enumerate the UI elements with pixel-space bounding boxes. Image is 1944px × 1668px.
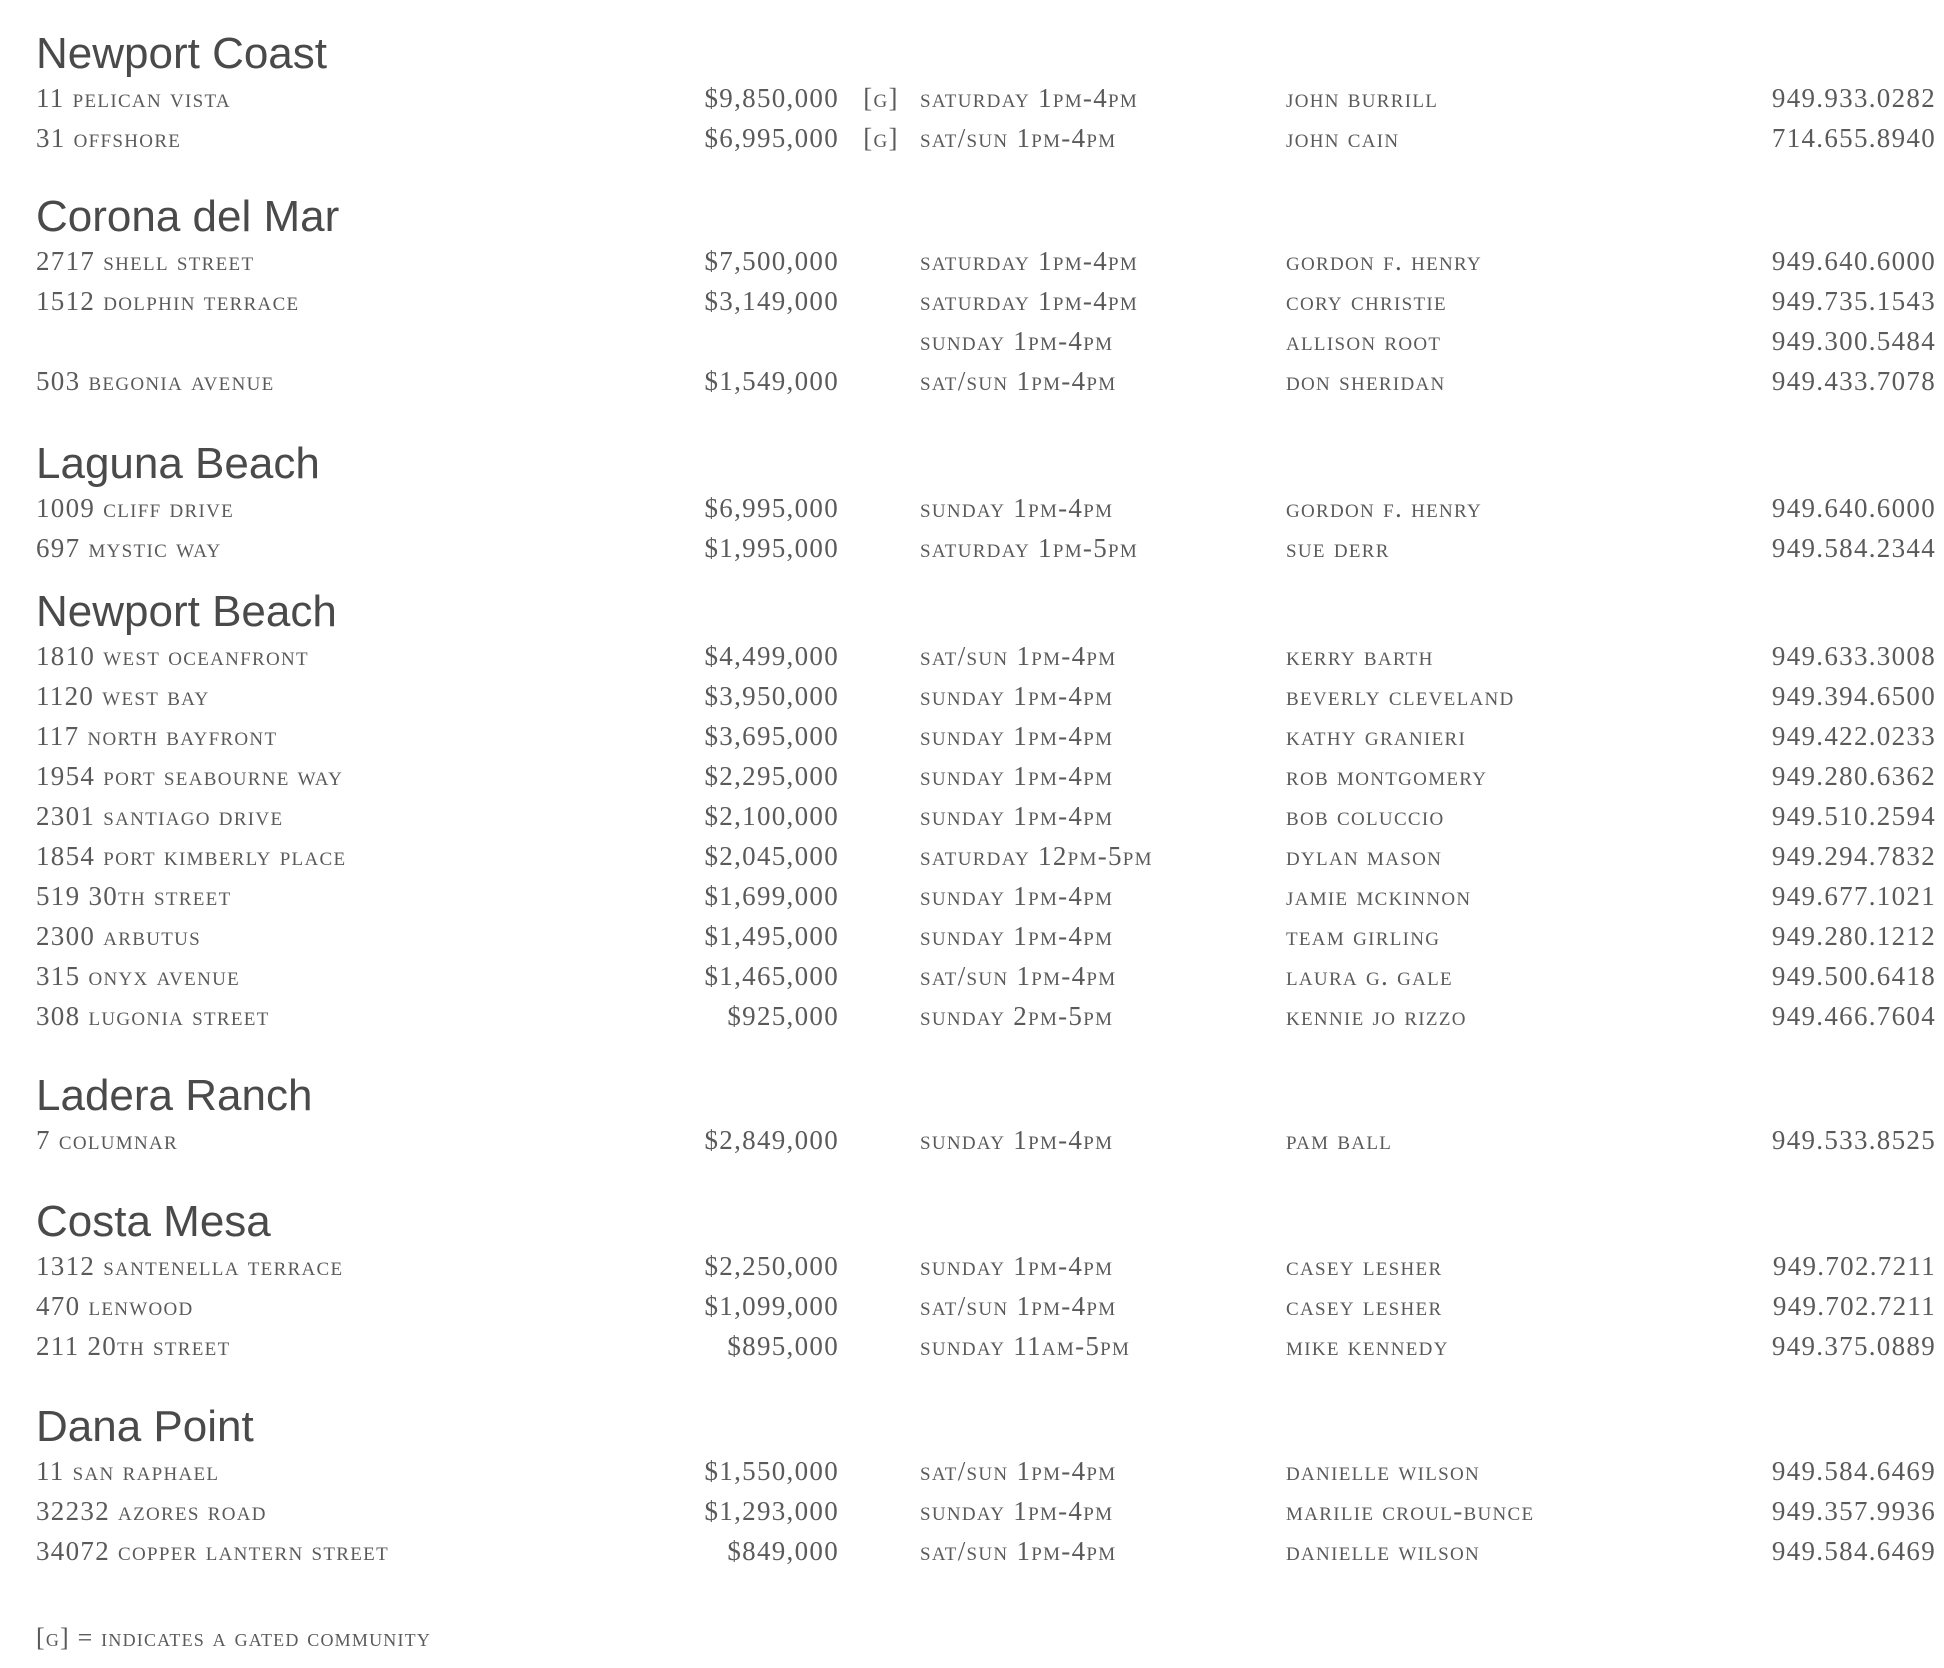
listing-address: 308 lugonia street bbox=[36, 1001, 270, 1031]
listing-address: 34072 copper lantern street bbox=[36, 1536, 389, 1566]
agent-phone: 949.280.6362 bbox=[1771, 761, 1936, 791]
agent-name: kerry barth bbox=[1286, 641, 1434, 671]
listing-row bbox=[36, 1246, 1936, 1286]
listing-address: 32232 azores road bbox=[36, 1496, 267, 1526]
open-house-time: sunday 1pm-4pm bbox=[920, 881, 1114, 911]
listing-price: $7,500,000 bbox=[704, 246, 839, 276]
gated-marker bbox=[846, 716, 916, 756]
listing-address: 117 north bayfront bbox=[36, 721, 278, 751]
agent-name: cory christie bbox=[1286, 286, 1447, 316]
gated-marker bbox=[846, 1246, 916, 1286]
open-house-time: sunday 1pm-4pm bbox=[920, 1251, 1114, 1281]
gated-marker bbox=[846, 956, 916, 996]
listing-address: 1854 port kimberly place bbox=[36, 841, 347, 871]
gated-marker bbox=[846, 1451, 916, 1491]
listing-price: $2,849,000 bbox=[704, 1125, 839, 1155]
gated-marker bbox=[846, 676, 916, 716]
section-dana-point bbox=[36, 1402, 1936, 1571]
listing-address: 315 onyx avenue bbox=[36, 961, 241, 991]
agent-phone: 949.433.7078 bbox=[1771, 366, 1936, 396]
agent-name: mike kennedy bbox=[1286, 1331, 1449, 1361]
listing-address: 1954 port seabourne way bbox=[36, 761, 344, 791]
agent-name: casey lesher bbox=[1286, 1251, 1443, 1281]
gated-marker bbox=[846, 241, 916, 281]
gated-marker bbox=[846, 1286, 916, 1326]
gated-marker bbox=[846, 996, 916, 1036]
agent-phone: 949.640.6000 bbox=[1771, 493, 1936, 523]
listing-address: 519 30th street bbox=[36, 881, 232, 911]
listing-price: $1,699,000 bbox=[704, 881, 839, 911]
listing-address: 2301 santiago drive bbox=[36, 801, 284, 831]
agent-name: team girling bbox=[1286, 921, 1441, 951]
listing-row bbox=[36, 361, 1936, 401]
agent-phone: 949.422.0233 bbox=[1771, 721, 1936, 751]
section-heading: Ladera Ranch bbox=[36, 1071, 313, 1120]
gated-marker bbox=[846, 636, 916, 676]
gated-marker bbox=[846, 1491, 916, 1531]
open-house-time: saturday 1pm-4pm bbox=[920, 83, 1139, 113]
listing-row bbox=[36, 956, 1936, 996]
listing-address: 7 columnar bbox=[36, 1125, 178, 1155]
open-house-time: sunday 1pm-4pm bbox=[920, 326, 1114, 356]
agent-name: dylan mason bbox=[1286, 841, 1443, 871]
gated-marker bbox=[846, 1120, 916, 1160]
agent-name: marilie croul-bunce bbox=[1286, 1496, 1535, 1526]
agent-name: kathy granieri bbox=[1286, 721, 1467, 751]
agent-name: laura g. gale bbox=[1286, 961, 1453, 991]
agent-name: beverly cleveland bbox=[1286, 681, 1515, 711]
section-heading: Corona del Mar bbox=[36, 192, 340, 241]
open-house-time: sunday 1pm-4pm bbox=[920, 761, 1114, 791]
open-house-time: saturday 1pm-4pm bbox=[920, 246, 1139, 276]
listing-price: $3,950,000 bbox=[704, 681, 839, 711]
section-ladera-ranch bbox=[36, 1071, 1936, 1160]
agent-phone: 949.584.2344 bbox=[1771, 533, 1936, 563]
listing-address: 211 20th street bbox=[36, 1331, 231, 1361]
listing-price: $3,149,000 bbox=[704, 286, 839, 316]
listing-row bbox=[36, 321, 1936, 361]
listing-row bbox=[36, 836, 1936, 876]
gated-marker bbox=[846, 836, 916, 876]
agent-name: casey lesher bbox=[1286, 1291, 1443, 1321]
agent-phone: 949.702.7211 bbox=[1772, 1251, 1936, 1281]
listing-row bbox=[36, 281, 1936, 321]
listing-price: $9,850,000 bbox=[704, 83, 839, 113]
agent-phone: 949.633.3008 bbox=[1771, 641, 1936, 671]
open-house-time: sat/sun 1pm-4pm bbox=[920, 1291, 1117, 1321]
gated-marker bbox=[846, 488, 916, 528]
gated-marker bbox=[846, 281, 916, 321]
listing-price: $1,549,000 bbox=[704, 366, 839, 396]
listing-price: $2,295,000 bbox=[704, 761, 839, 791]
agent-phone: 949.394.6500 bbox=[1771, 681, 1936, 711]
listing-price: $4,499,000 bbox=[704, 641, 839, 671]
listing-address: 2717 shell street bbox=[36, 246, 255, 276]
agent-name: rob montgomery bbox=[1286, 761, 1488, 791]
open-house-time: sunday 1pm-4pm bbox=[920, 801, 1114, 831]
listing-address: 1120 west bay bbox=[36, 681, 210, 711]
agent-name: sue derr bbox=[1286, 533, 1390, 563]
gated-marker bbox=[846, 796, 916, 836]
listing-price: $2,100,000 bbox=[704, 801, 839, 831]
agent-name: john cain bbox=[1286, 123, 1400, 153]
open-house-time: sunday 11am-5pm bbox=[920, 1331, 1131, 1361]
listing-price: $6,995,000 bbox=[704, 493, 839, 523]
gated-community-footnote: [g] = indicates a gated community bbox=[36, 1623, 432, 1652]
listing-row bbox=[36, 1326, 1936, 1366]
agent-phone: 949.735.1543 bbox=[1771, 286, 1936, 316]
listing-price: $6,995,000 bbox=[704, 123, 839, 153]
listing-row bbox=[36, 876, 1936, 916]
open-house-time: sat/sun 1pm-4pm bbox=[920, 961, 1117, 991]
listing-address: 11 pelican vista bbox=[36, 83, 231, 113]
listing-address: 503 begonia avenue bbox=[36, 366, 275, 396]
section-costa-mesa bbox=[36, 1197, 1936, 1366]
agent-phone: 949.533.8525 bbox=[1771, 1125, 1936, 1155]
listing-row bbox=[36, 1286, 1936, 1326]
gated-marker bbox=[846, 876, 916, 916]
gated-marker bbox=[846, 321, 916, 361]
agent-phone: 949.300.5484 bbox=[1771, 326, 1936, 356]
agent-name: don sheridan bbox=[1286, 366, 1446, 396]
agent-name: danielle wilson bbox=[1286, 1456, 1481, 1486]
open-house-time: saturday 1pm-4pm bbox=[920, 286, 1139, 316]
listing-price: $1,465,000 bbox=[704, 961, 839, 991]
section-corona-del-mar bbox=[36, 192, 1936, 401]
listing-address: 1810 west oceanfront bbox=[36, 641, 309, 671]
listing-row bbox=[36, 676, 1936, 716]
agent-phone: 949.375.0889 bbox=[1771, 1331, 1936, 1361]
section-heading: Newport Coast bbox=[36, 29, 328, 78]
section-newport-beach bbox=[36, 587, 1936, 1036]
listing-address: 697 mystic way bbox=[36, 533, 222, 563]
gated-marker bbox=[846, 1531, 916, 1571]
listing-price: $1,550,000 bbox=[704, 1456, 839, 1486]
agent-phone: 949.500.6418 bbox=[1771, 961, 1936, 991]
agent-name: gordon f. henry bbox=[1286, 493, 1482, 523]
listing-row bbox=[36, 756, 1936, 796]
gated-marker bbox=[846, 528, 916, 568]
listing-row bbox=[36, 118, 1936, 158]
open-house-time: sunday 1pm-4pm bbox=[920, 721, 1114, 751]
gated-marker: [g] bbox=[863, 123, 899, 153]
agent-phone: 949.584.6469 bbox=[1771, 1456, 1936, 1486]
listing-price: $2,045,000 bbox=[704, 841, 839, 871]
open-house-time: sunday 1pm-4pm bbox=[920, 921, 1114, 951]
listing-price: $925,000 bbox=[727, 1001, 839, 1031]
agent-phone: 949.294.7832 bbox=[1771, 841, 1936, 871]
listing-row bbox=[36, 716, 1936, 756]
listing-address: 1512 dolphin terrace bbox=[36, 286, 300, 316]
listing-row bbox=[36, 916, 1936, 956]
agent-phone: 949.933.0282 bbox=[1771, 83, 1936, 113]
listing-row bbox=[36, 1120, 1936, 1160]
gated-marker: [g] bbox=[863, 83, 899, 113]
listing-address: 2300 arbutus bbox=[36, 921, 202, 951]
listing-price bbox=[556, 321, 839, 361]
agent-name: jamie mckinnon bbox=[1286, 881, 1472, 911]
listing-row bbox=[36, 528, 1936, 568]
agent-name: john burrill bbox=[1286, 83, 1439, 113]
agent-phone: 949.466.7604 bbox=[1771, 1001, 1936, 1031]
gated-marker bbox=[846, 1326, 916, 1366]
gated-marker bbox=[846, 361, 916, 401]
gated-marker bbox=[846, 756, 916, 796]
listing-row bbox=[36, 488, 1936, 528]
section-heading: Costa Mesa bbox=[36, 1197, 271, 1246]
section-newport-coast bbox=[36, 29, 1936, 158]
listing-address: 470 lenwood bbox=[36, 1291, 194, 1321]
agent-phone: 949.677.1021 bbox=[1771, 881, 1936, 911]
listing-price: $1,495,000 bbox=[704, 921, 839, 951]
listing-price: $895,000 bbox=[727, 1331, 839, 1361]
section-laguna-beach bbox=[36, 439, 1936, 568]
gated-marker bbox=[846, 916, 916, 956]
open-house-time: sunday 1pm-4pm bbox=[920, 1125, 1114, 1155]
agent-name: danielle wilson bbox=[1286, 1536, 1481, 1566]
open-house-time: sat/sun 1pm-4pm bbox=[920, 123, 1117, 153]
open-house-time: saturday 12pm-5pm bbox=[920, 841, 1153, 871]
open-house-time: sunday 1pm-4pm bbox=[920, 681, 1114, 711]
listing-address: 1312 santenella terrace bbox=[36, 1251, 344, 1281]
agent-name: pam ball bbox=[1286, 1125, 1393, 1155]
listing-row bbox=[36, 636, 1936, 676]
open-house-time: sunday 1pm-4pm bbox=[920, 1496, 1114, 1526]
listing-price: $1,293,000 bbox=[704, 1496, 839, 1526]
open-house-time: sunday 2pm-5pm bbox=[920, 1001, 1114, 1031]
listing-address: 11 san raphael bbox=[36, 1456, 220, 1486]
agent-name: gordon f. henry bbox=[1286, 246, 1482, 276]
agent-phone: 714.655.8940 bbox=[1771, 123, 1936, 153]
listing-row bbox=[36, 996, 1936, 1036]
listing-row bbox=[36, 241, 1936, 281]
section-heading: Laguna Beach bbox=[36, 439, 320, 488]
listing-address: 31 offshore bbox=[36, 123, 182, 153]
open-house-time: sat/sun 1pm-4pm bbox=[920, 1456, 1117, 1486]
open-house-time: saturday 1pm-5pm bbox=[920, 533, 1139, 563]
agent-name: allison root bbox=[1286, 326, 1442, 356]
listing-price: $1,995,000 bbox=[704, 533, 839, 563]
listing-price: $3,695,000 bbox=[704, 721, 839, 751]
open-house-time: sat/sun 1pm-4pm bbox=[920, 1536, 1117, 1566]
listing-row bbox=[36, 1451, 1936, 1491]
agent-phone: 949.702.7211 bbox=[1772, 1291, 1936, 1321]
listing-price: $849,000 bbox=[727, 1536, 839, 1566]
listing-row bbox=[36, 78, 1936, 118]
listing-address: 1009 cliff drive bbox=[36, 493, 235, 523]
listing-price: $1,099,000 bbox=[704, 1291, 839, 1321]
listing-row bbox=[36, 796, 1936, 836]
listing-price: $2,250,000 bbox=[704, 1251, 839, 1281]
listing-row bbox=[36, 1531, 1936, 1571]
open-house-time: sat/sun 1pm-4pm bbox=[920, 641, 1117, 671]
agent-phone: 949.640.6000 bbox=[1771, 246, 1936, 276]
open-house-time: sunday 1pm-4pm bbox=[920, 493, 1114, 523]
agent-phone: 949.510.2594 bbox=[1771, 801, 1936, 831]
listing-row bbox=[36, 1491, 1936, 1531]
agent-name: bob coluccio bbox=[1286, 801, 1445, 831]
agent-phone: 949.584.6469 bbox=[1771, 1536, 1936, 1566]
section-heading: Newport Beach bbox=[36, 587, 337, 636]
open-house-time: sat/sun 1pm-4pm bbox=[920, 366, 1117, 396]
section-heading: Dana Point bbox=[36, 1402, 254, 1451]
agent-name: kennie jo rizzo bbox=[1286, 1001, 1467, 1031]
agent-phone: 949.357.9936 bbox=[1771, 1496, 1936, 1526]
agent-phone: 949.280.1212 bbox=[1771, 921, 1936, 951]
